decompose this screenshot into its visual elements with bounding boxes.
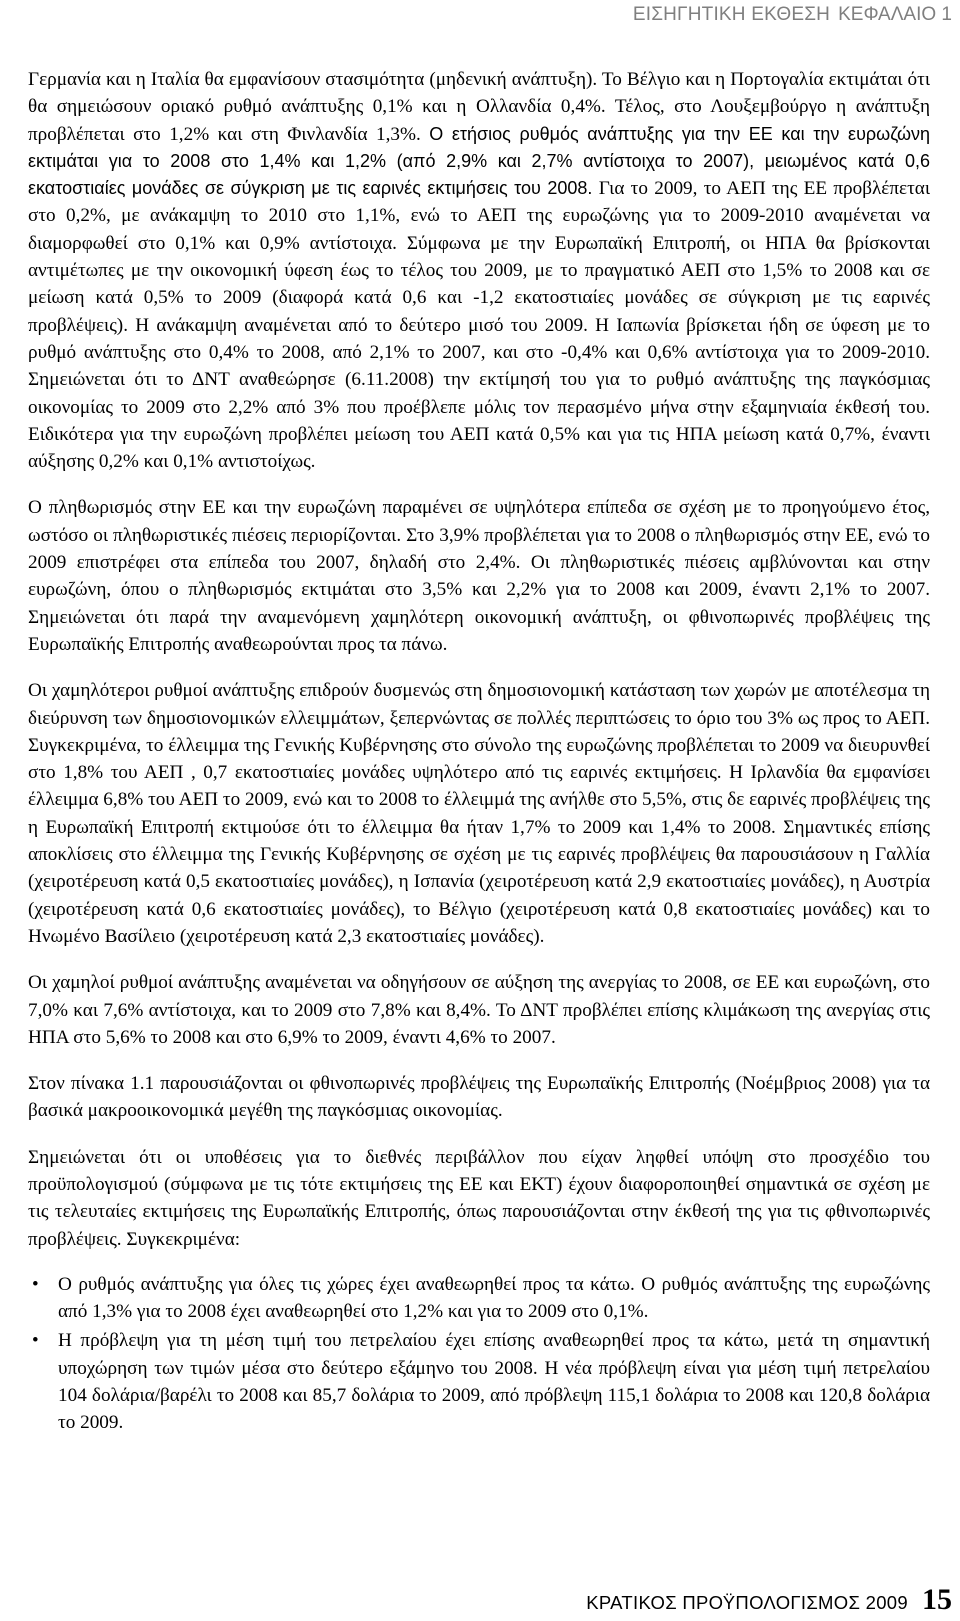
document-body — [28, 66, 930, 1439]
header-chapter-title: ΚΕΦΑΛΑΙΟ 1 — [838, 4, 952, 25]
list-item — [28, 1271, 930, 1326]
bullet-marker: • — [32, 1273, 39, 1295]
footer-document-title: ΚΡΑΤΙΚΟΣ ΠΡΟΫΠΟΛΟΓΙΣΜΟΣ 2009 — [586, 1592, 908, 1613]
paragraph-growth-eu-rates: Ο ετήσιος ρυθμός ανάπτυξης για την ΕΕ και την ευρωζώνη εκτιμάται για το 2008 στο 1,4% και 1,2% (από 2,9% και 2,7% αντίστοιχα το 2007), μειωμένος κατά 0,6 εκατοστιαίες μονάδες σε σύγκριση με τις εαρινές εκτιμήσεις του 2008. — [28, 123, 931, 199]
paragraph-growth-outlook — [28, 66, 930, 475]
running-header — [633, 0, 952, 30]
bullet-text: Η πρόβλεψη για τη μέση τιμή του πετρελαίου έχει επίσης αναθεωρηθεί προς τα κάτω, μετά τη σημαντική υποχώρηση των τιμών μέσα στο δεύτερο εξάμηνο του 2008. Η νέα πρόβλεψη είναι για μέση τιμή πετρελαίου 104 δολάρια/βαρέλι το 2008 και 85,7 δολάρια το 2009, από πρόβλεψη 115,1 δολάρια το 2008 και 120,8 δολάρια το 2009. — [58, 1330, 930, 1434]
paragraph-deficits: Οι χαμηλότεροι ρυθμοί ανάπτυξης επιδρούν δυσμενώς στη δημοσιονομική κατάσταση των χωρών με αποτέλεσμα τη διεύρυνση των δημοσιονομικών ελλειμμάτων, ξεπερνώντας σε πολλές περιπτώσεις το όριο του 3% ως προς το ΑΕΠ. Συγκεκριμένα, το έλλειμμα της Γενικής Κυβέρνησης στο σύνολο της ευρωζώνης προβλέπεται το 2009 να διευρυνθεί στο 1,8% του ΑΕΠ , 0,7 εκατοστιαίες μονάδες υψηλότερο από τις εαρινές εκτιμήσεις. Η Ιρλανδία θα εμφανίσει έλλειμμα 6,8% του ΑΕΠ το 2009, ενώ και το 2008 το έλλειμμά της ανήλθε στο 5,5%, στις δε εαρινές προβλέψεις της η Ευρωπαϊκή Επιτροπή εκτιμούσε ότι το έλλειμμα θα ήταν 1,7% το 2009 και 1,4% το 2008. Σημαντικές επίσης αποκλίσεις στο έλλειμμα της Γενικής Κυβέρνησης σε σχέση με τις εαρινές προβλέψεις θα παρουσιάσουν η Γαλλία (χειροτέρευση κατά 0,5 εκατοστιαίες μονάδες), η Ισπανία (χειροτέρευση κατά 2,9 εκατοστιαίες μονάδες), η Αυστρία (χειροτέρευση κατά 0,6 εκατοστιαίες μονάδες), το Βέλγιο (χειροτέρευση κατά 0,8 εκατοστιαίες μονάδες) και το Ηνωμένο Βασίλειο (χειροτέρευση κατά 2,3 εκατοστιαίες μονάδες). — [28, 680, 930, 947]
header-section-title: ΕΙΣΗΓΗΤΙΚΗ ΕΚΘΕΣΗ — [632, 4, 831, 25]
bullet-text: Ο ρυθμός ανάπτυξης για όλες τις χώρες έχει αναθεωρηθεί προς τα κάτω. Ο ρυθμός ανάπτυξης της ευρωζώνης από 1,3% για το 2008 έχει αναθεωρηθεί στο 1,2% και για το 2009 στο 0,1%. — [58, 1273, 930, 1323]
paragraph-growth-2009: Για το 2009, το ΑΕΠ της ΕΕ προβλέπεται στο 0,2%, με ανάκαμψη το 2010 στο 1,1%, ενώ το ΑΕΠ της ευρωζώνης για το 2009-2010 αναμένεται να διαμορφωθεί στο 0,1% και 0,9% αντίστοιχα. — [28, 178, 930, 254]
paragraph-growth-countries: Γερμανία και η Ιταλία θα εμφανίσουν στασιμότητα (μηδενική ανάπτυξη). Το Βέλγιο και η Πορτογαλία εκτιμάται ότι θα σημειώσουν οριακό ρυθμό ανάπτυξης 0,1% και η Ολλανδία 0,4%. Τέλος, στο Λουξεμβούργο η ανάπτυξη προβλέπεται στο 1,2% και στη Φινλανδία 1,3%. — [28, 69, 930, 145]
running-footer — [586, 1584, 952, 1616]
bullet-marker: • — [32, 1330, 39, 1352]
bullet-list — [28, 1271, 930, 1437]
paragraph-assumptions: Σημειώνεται ότι οι υποθέσεις για το διεθνές περιβάλλον που είχαν ληφθεί υπόψη στο προσχέδιο του προϋπολογισμού (σύμφωνα με τις τότε εκτιμήσεις της ΕΕ και ΕΚΤ) έχουν διαφοροποιηθεί σημαντικά σε σχέση με τις τελευταίες εκτιμήσεις της Ευρωπαϊκής Επιτροπής, όπως παρουσιάζονται στην έκθεσή της για τις φθινοπωρινές προβλέψεις. Συγκεκριμένα: — [28, 1146, 930, 1250]
paragraph-table-reference: Στον πίνακα 1.1 παρουσιάζονται οι φθινοπωρινές προβλέψεις της Ευρωπαϊκής Επιτροπής (Νοέμβριος 2008) για τα βασικά μακροοικονομικά μεγέθη της παγκόσμιας οικονομίας. — [28, 1073, 930, 1122]
paragraph-growth-usa-japan: Σύμφωνα με την Ευρωπαϊκή Επιτροπή, οι ΗΠΑ θα βρίσκονται αντιμέτωπες με την οικονομική ύφεση έως το τέλος του 2009, με το πραγματικό ΑΕΠ στο 1,5% το 2008 και σε μείωση κατά 0,5% το 2009 (διαφορά κατά 0,6 και -1,2 εκατοστιαίες μονάδες σε σύγκριση με τις εαρινές προβλέψεις). Η ανάκαμψη αναμένεται από το δεύτερο μισό του 2009. Η Ιαπωνία βρίσκεται ήδη σε ύφεση με το ρυθμό ανάπτυξης στο 0,4% το 2008, από 2,1% το 2007, και στο -0,4% και 0,6% αντίστοιχα για το 2009-2010. Σημειώνεται ότι το ΔΝΤ αναθεώρησε (6.11.2008) την εκτίμησή του για το ρυθμό ανάπτυξης της παγκόσμιας οικονομίας το 2009 στο 2,2% από 3% που προέβλεπε μόλις τον περασμένο μήνα στην εξαμηνιαία έκθεσή του. Ειδικότερα για την ευρωζώνη προβλέπει μείωση του ΑΕΠ κατά 0,5% και για τις ΗΠΑ μείωση κατά 0,7%, έναντι αύξησης 0,2% και 0,1% αντιστοίχως. — [28, 232, 930, 473]
page-number: 15 — [922, 1583, 952, 1616]
paragraph-unemployment: Οι χαμηλοί ρυθμοί ανάπτυξης αναμένεται να οδηγήσουν σε αύξηση της ανεργίας το 2008, σε ΕΕ και ευρωζώνη, στο 7,0% και 7,6% αντίστοιχα, και το 2009 στο 7,8% και 8,4%. Το ΔΝΤ προβλέπει επίσης κλιμάκωση της ανεργίας στις ΗΠΑ στο 5,6% το 2008 και στο 6,9% το 2009, έναντι 4,6% το 2007. — [28, 972, 930, 1048]
list-item — [28, 1327, 930, 1436]
paragraph-inflation: Ο πληθωρισμός στην ΕΕ και την ευρωζώνη παραμένει σε υψηλότερα επίπεδα σε σχέση με το προηγούμενο έτος, ωστόσο οι πληθωριστικές πιέσεις περιορίζονται. Στο 3,9% προβλέπεται για το 2008 ο πληθωρισμός στην ΕΕ, ενώ το 2009 επιστρέφει στα επίπεδα του 2007, δηλαδή στο 2,4%. Οι πληθωριστικές πιέσεις αμβλύνονται και στην ευρωζώνη, όπου ο πληθωρισμός εκτιμάται στο 3,5% και 2,2% για το 2008 και 2009, έναντι 2,1% το 2007. Σημειώνεται ότι παρά την αναμενόμενη χαμηλότερη οικονομική ανάπτυξη, οι φθινοπωρινές προβλέψεις της Ευρωπαϊκής Επιτροπής αναθεωρούνται προς τα πάνω. — [28, 497, 930, 655]
